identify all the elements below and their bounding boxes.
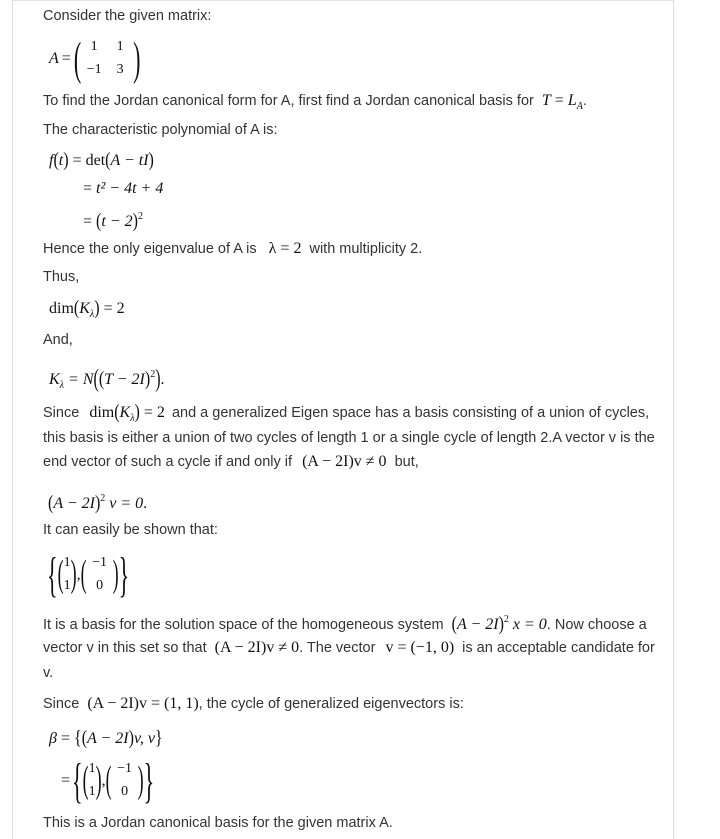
basis-line-2: vector v in this set so that (A − 2I)v ≠ 0. The vector v = (−1, 0) is an acceptable candidate for xyxy=(43,639,655,656)
eigenvalue-sentence: Hence the only eigenvalue of A is λ = 2 with multiplicity 2. xyxy=(43,240,423,257)
matrix-cell: −1 xyxy=(86,62,102,77)
beta-vector-1: 1 1 xyxy=(88,761,96,799)
and-text: And, xyxy=(43,332,73,348)
vector-1: 1 1 xyxy=(63,555,71,593)
jordan-basis-sentence: To find the Jordan canonical form for A, first find a Jordan canonical basis for $T = L_A$. xyxy=(43,92,587,112)
matrix-cell: 1 xyxy=(116,39,124,54)
shown-text: It can easily be shown that: xyxy=(43,522,218,538)
eigenvalue-math: λ = 2 xyxy=(268,240,302,257)
conclusion-text: This is a Jordan canonical basis for the given matrix A. xyxy=(43,815,393,831)
since-line-2: this basis is either a union of two cycles of length 1 or a single cycle of length 2.A vector v is the xyxy=(43,430,655,446)
T-equals-L-A: $T = L_A$ xyxy=(541,92,583,112)
beta-vectors: = { ( 1 1 ) , ( −1 0 ) } xyxy=(61,752,155,808)
K-lambda-equation: $K_\lambda = N((T - 2I)^2)$. xyxy=(49,366,165,393)
right-brace: } xyxy=(118,546,130,602)
basis-line-3: v. xyxy=(43,665,54,681)
solution-content xyxy=(43,0,655,839)
vector-set: { ( 1 1 ) , ( −1 0 ) } xyxy=(47,546,130,602)
beta-line-1: β = {(A − 2I)v, v} xyxy=(49,727,163,750)
right-paren: ) xyxy=(133,31,141,85)
char-poly-line-2: = t² − 4t + 4 xyxy=(83,180,164,197)
matrix-cell: 3 xyxy=(116,62,124,77)
char-poly-intro: The characteristic polynomial of A is: xyxy=(43,122,278,138)
left-brace: { xyxy=(47,546,58,602)
left-paren: ( xyxy=(73,31,82,85)
intro-text: Consider the given matrix: xyxy=(43,8,212,24)
matrix-cell: 1 xyxy=(90,39,98,54)
beta-vector-2: −1 0 xyxy=(117,761,133,799)
thus-text: Thus, xyxy=(43,269,80,285)
char-poly-line-3: = $(t - 2)^2$ xyxy=(83,210,143,233)
since2-sentence: Since (A − 2I)v = (1, 1), the cycle of generalized eigenvectors is: xyxy=(43,695,464,712)
matrix-A-equation: A = ( 1 1 −1 3 ) xyxy=(49,31,141,85)
since-line-1: Since $dim(K_\lambda) = 2$ and a generalized Eigen space has a basis consisting of a union of cycles, xyxy=(43,401,650,424)
basis-line-1: It is a basis for the solution space of the homogeneous system $(A - 2I)^2$ x = 0. Now choose a xyxy=(43,613,647,636)
dim-equation: $dim(K_\lambda) = 2$ xyxy=(49,297,125,320)
vector-2: −1 0 xyxy=(92,555,108,593)
since-line-3: end vector of such a cycle if and only if (A − 2I)v ≠ 0 but, xyxy=(43,453,419,470)
matrix-A xyxy=(81,35,133,81)
jordan-basis-text: To find the Jordan canonical form for A, first find a Jordan canonical basis for xyxy=(43,93,534,109)
generalized-equation: $(A - 2I)^2$ v = 0. xyxy=(48,492,148,515)
char-poly-line-1: f(t) = det(A − tI) xyxy=(49,149,154,172)
matrix-name: A xyxy=(49,49,59,67)
dim-inline: $dim(K_\lambda) = 2$ xyxy=(89,401,165,424)
